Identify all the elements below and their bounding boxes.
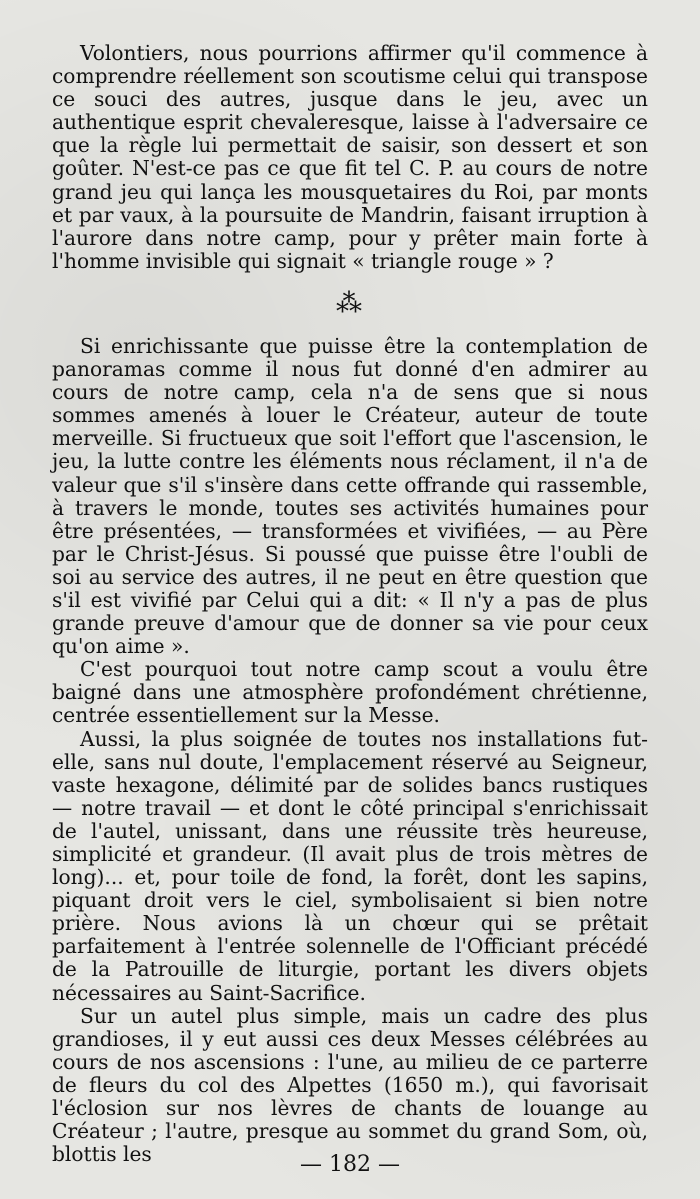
paragraph-3: C'est pourquoi tout notre camp scout a voulu être baigné dans une atmosphère profondément chrétienne, centrée essentiellement sur la Messe. bbox=[52, 657, 648, 728]
paragraph-4: Aussi, la plus soignée de toutes nos installations fut-elle, sans nul doute, l'emplacement réservé au Seigneur, vaste hexagone, délimité par de solides bancs rustiques — notre travail — et dont le côté principal s'enrichissait de l'autel, unissant, dans une réussite très heureuse, simplicité et grandeur. (Il avait plus de trois mètres de long)... et, pour toile de fond, la forêt, dont les sapins, piquant droit vers le ciel, symbolisaient si bien notre prière. Nous avions là un chœur qui se prêtait parfaitement à l'entrée solennelle de l'Officiant précédé de la Patrouille de liturgie, portant les divers objets nécessaires au Saint-Sacrifice. bbox=[52, 726, 648, 1005]
page-number: — 182 — bbox=[300, 1152, 400, 1177]
page-body bbox=[52, 42, 648, 1166]
paragraph-1: Volontiers, nous pourrions affirmer qu'il commence à comprendre réellement son scoutisme celui qui transpose ce souci des autres, jusque dans le jeu, avec un authentique esprit chevaleresque, laisse à l'adversaire ce que la règle lui permettait de saisir, son dessert et son goûter. N'est-ce pas ce que fit tel C. P. au cours de notre grand jeu qui lança les mousquetaires du Roi, par monts et par vaux, à la poursuite de Mandrin, faisant irruption à l'aurore dans notre camp, pour y prêter main forte à l'homme invisible qui signait « triangle rouge » ? bbox=[52, 41, 648, 273]
paragraph-5: Sur un autel plus simple, mais un cadre des plus grandioses, il y eut aussi ces deux Messes célébrées au cours de nos ascensions : l'une, au milieu de ce parterre de fleurs du col des Alpettes (1650 m.), qui favorisait l'éclosion sur nos lèvres de chants de louange au Créateur ; l'autre, presque au sommet du grand Som, où, blottis les bbox=[52, 1003, 648, 1167]
paragraph-2: Si enrichissante que puisse être la contemplation de panoramas comme il nous fut donné d'en admirer au cours de notre camp, cela n'a de sens que si nous sommes amenés à louer le Créateur, auteur de toute merveille. Si fructueux que soit l'effort que l'ascension, le jeu, la lutte contre les éléments nous réclament, il n'a de valeur que s'il s'insère dans cette offrande qui rassemble, à travers le monde, toutes ses activités humaines pour être présentées, — transformées et vivifiées, — au Père par le Christ-Jésus. Si poussé que puisse être l'oubli de soi au service des autres, il ne peut en être question que s'il est vivifié par Celui qui a dit: « Il n'y a pas de plus grande preuve d'amour que de donner sa vie pour ceux qu'on aime ». bbox=[52, 333, 648, 659]
section-separator: ⁂ bbox=[336, 288, 364, 319]
